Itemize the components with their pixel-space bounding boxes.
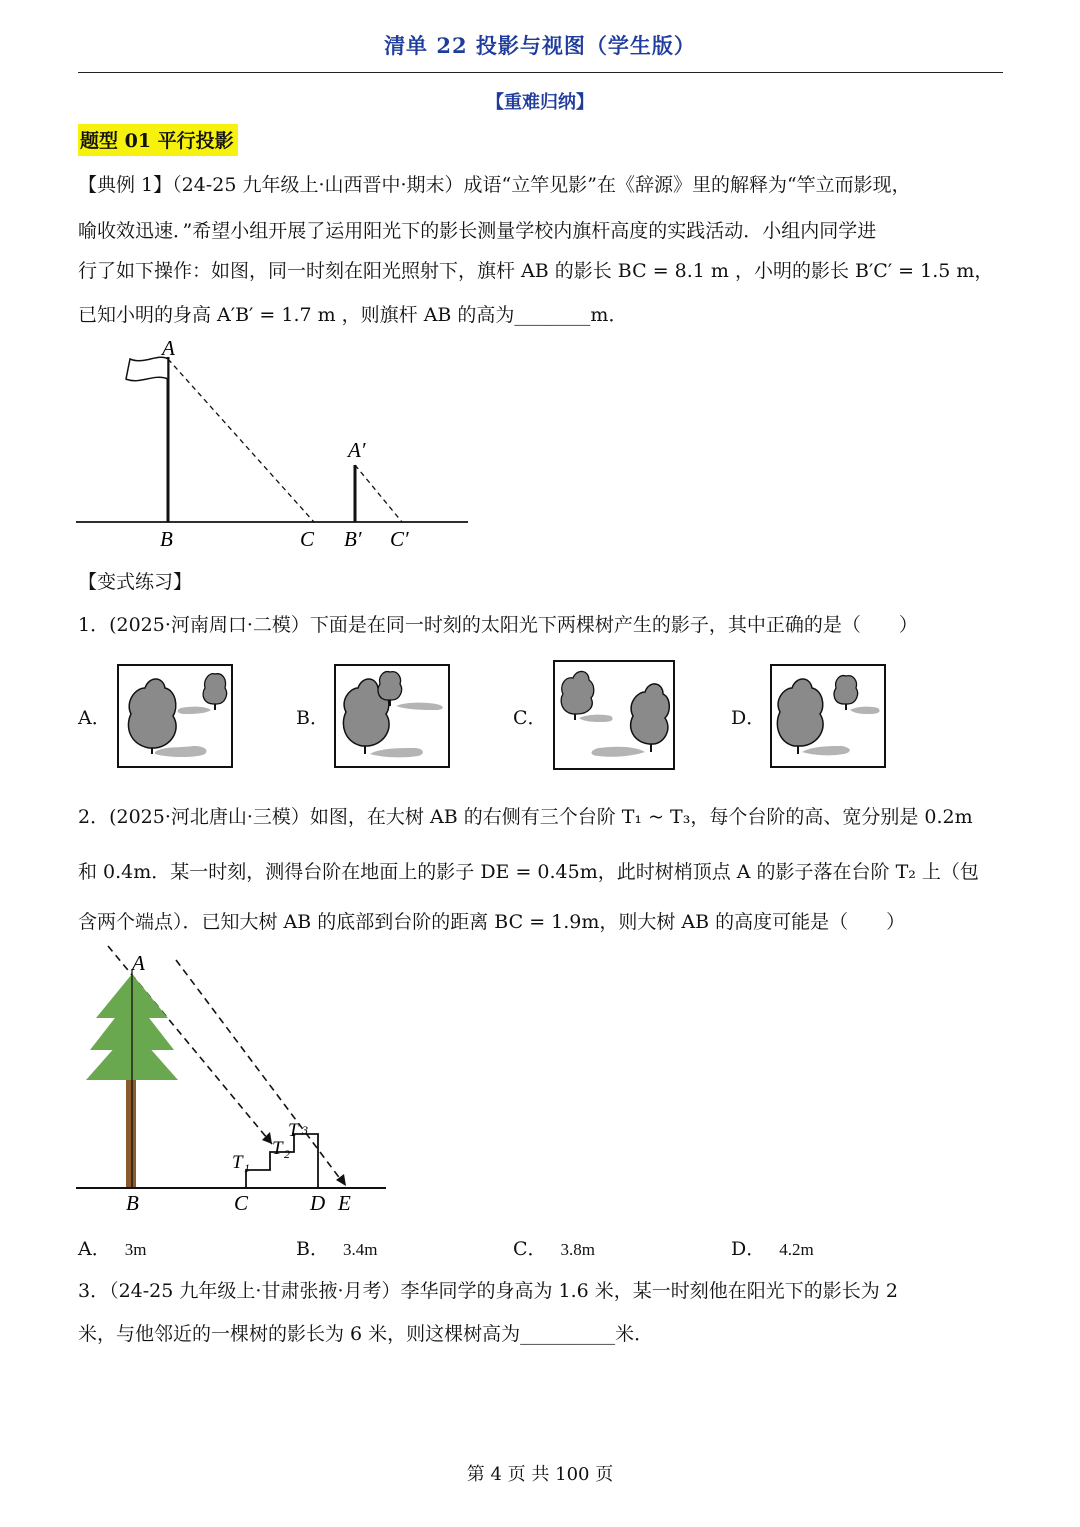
q2-option-a[interactable]: A． 3m bbox=[78, 1238, 147, 1260]
label-A: A bbox=[132, 951, 145, 975]
label-T1-sub: 1 bbox=[244, 1161, 250, 1175]
page-number: 第 4 页 共 100 页 bbox=[466, 1464, 614, 1485]
q1-option-b-image[interactable] bbox=[334, 664, 450, 768]
type-tag: 题型 01 平行投影 bbox=[78, 124, 238, 156]
label-C: C bbox=[300, 527, 315, 551]
flag-icon bbox=[126, 357, 168, 380]
sun-ray-flag bbox=[168, 359, 314, 522]
q2-line-3: 含两个端点）．已知大树 AB 的底部到台阶的距离 BC = 1.9m，则大树 AB 的高度可能是（ ） bbox=[78, 911, 906, 933]
page-header-title: 清单 22 投影与视图（学生版） bbox=[384, 33, 696, 58]
label-A-prime: A′ bbox=[348, 438, 366, 462]
q3-line-1: 3．（24-25 九年级上·甘肃张掖·月考）李华同学的身高为 1.6 米，某一时刻他在阳光下的影长为 2 bbox=[78, 1280, 898, 1302]
label-T1: T bbox=[232, 1152, 243, 1173]
header-divider bbox=[78, 72, 1003, 73]
q2-option-c[interactable]: C． 3.8m bbox=[513, 1238, 596, 1260]
tree-shadows-d bbox=[772, 666, 884, 766]
q3-line-2: 米，与他邻近的一棵树的影长为 6 米，则这棵树高为__________米． bbox=[78, 1323, 654, 1345]
q1-option-d-label[interactable]: D． bbox=[731, 707, 766, 729]
q1-stem: 1．(2025·河南周口·二模）下面是在同一时刻的太阳光下两棵树产生的影子，其中正确的是（ ） bbox=[78, 614, 918, 636]
tree-shadows-c bbox=[555, 662, 673, 768]
label-T3-sub: 3 bbox=[302, 1123, 308, 1137]
sun-ray-person bbox=[355, 465, 402, 522]
tree-steps-figure bbox=[76, 940, 396, 1220]
tree-shadows-b bbox=[336, 666, 448, 766]
label-B-prime: B′ bbox=[344, 527, 362, 551]
label-E: E bbox=[338, 1191, 351, 1215]
section-title: 【重难归纳】 bbox=[486, 92, 594, 113]
label-C: C bbox=[234, 1191, 249, 1215]
label-B: B bbox=[160, 527, 173, 551]
q2-option-b[interactable]: B． 3.4m bbox=[296, 1238, 378, 1260]
q1-option-a-label[interactable]: A． bbox=[78, 707, 111, 729]
label-C-prime: C′ bbox=[390, 527, 409, 551]
label-T2-sub: 2 bbox=[284, 1147, 290, 1161]
example1-line-1: 【典例 1】（24-25 九年级上·山西晋中·期末）成语“立竿见影”在《辞源》里的解释为“竿立而影现， bbox=[78, 174, 911, 196]
q1-option-c-label[interactable]: C． bbox=[513, 707, 547, 729]
q1-option-b-label[interactable]: B． bbox=[296, 707, 329, 729]
label-D: D bbox=[310, 1191, 326, 1215]
q1-option-a-image[interactable] bbox=[117, 664, 233, 768]
example1-line-3: 行了如下操作：如图，同一时刻在阳光照射下，旗杆 AB 的影长 BC = 8.1 m ，小明的影长 B′C′ = 1.5 m， bbox=[78, 260, 994, 282]
label-A: A bbox=[162, 336, 175, 360]
q2-line-1: 2．(2025·河北唐山·三模）如图，在大树 AB 的右侧有三个台阶 T₁ ~ T₃，每个台阶的高、宽分别是 0.2m bbox=[78, 806, 973, 828]
label-T3: T bbox=[288, 1120, 299, 1141]
tree-shadows-a bbox=[119, 666, 231, 766]
q2-option-d[interactable]: D． 4.2m bbox=[731, 1238, 814, 1260]
example1-line-4: 已知小明的身高 A′B′ = 1.7 m ，则旗杆 AB 的高为________m． bbox=[78, 304, 628, 326]
label-B: B bbox=[126, 1191, 139, 1215]
example1-line-2: 喻收效迅速．”希望小组开展了运用阳光下的影长测量学校内旗杆高度的实践活动．小组内同学进 bbox=[78, 220, 877, 242]
q1-option-d-image[interactable] bbox=[770, 664, 886, 768]
practice-title: 【变式练习】 bbox=[78, 571, 193, 593]
label-T2: T bbox=[272, 1138, 283, 1159]
flagpole-figure bbox=[76, 335, 476, 555]
q1-option-c-image[interactable] bbox=[553, 660, 675, 770]
q2-line-2: 和 0.4m．某一时刻，测得台阶在地面上的影子 DE = 0.45m，此时树梢顶点 A 的影子落在台阶 T₂ 上（包 bbox=[78, 861, 979, 883]
